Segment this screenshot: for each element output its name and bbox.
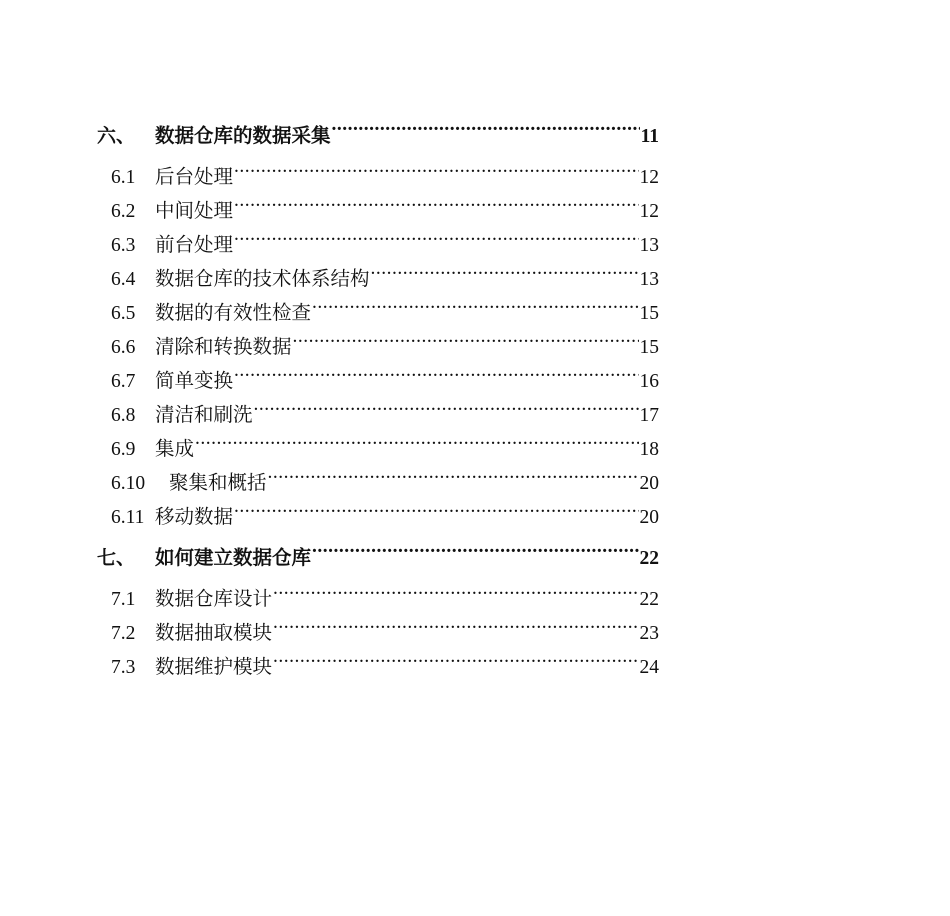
toc-entry-number: 6.3 — [111, 235, 136, 256]
toc-entry-title: 数据仓库设计 — [155, 587, 273, 610]
table-of-contents — [97, 118, 659, 684]
toc-entry-title: 前台处理 — [155, 233, 234, 256]
toc-entry-page: 12 — [639, 201, 659, 222]
toc-entry-page: 12 — [639, 167, 659, 188]
toc-entry-number: 6.7 — [111, 371, 136, 392]
toc-entry-page: 13 — [639, 269, 659, 290]
toc-entry-page: 20 — [639, 507, 659, 528]
toc-entry-number: 6.5 — [111, 303, 136, 324]
toc-entry-page: 17 — [639, 405, 659, 426]
toc-dot-leader — [273, 586, 638, 606]
toc-dot-leader — [234, 504, 638, 524]
toc-entry-title: 聚集和概括 — [169, 471, 267, 494]
toc-dot-leader — [332, 123, 640, 143]
toc-section-6-1[interactable] — [97, 160, 659, 194]
toc-entry-number: 六、 — [97, 125, 136, 147]
toc-section-6-3[interactable] — [97, 228, 659, 262]
toc-chapter-6[interactable] — [97, 118, 659, 160]
toc-entry-title: 数据抽取模块 — [155, 621, 273, 644]
toc-section-6-2[interactable] — [97, 194, 659, 228]
toc-section-7-2[interactable] — [97, 616, 659, 650]
toc-entry-page: 22 — [639, 589, 659, 610]
toc-entry-page: 16 — [639, 371, 659, 392]
toc-entry-title: 清除和转换数据 — [155, 335, 292, 358]
toc-entry-title: 数据的有效性检查 — [155, 301, 312, 324]
toc-entry-number: 6.6 — [111, 337, 136, 358]
toc-entry-page: 15 — [639, 337, 659, 358]
toc-dot-leader — [195, 436, 638, 456]
toc-entry-page: 18 — [639, 439, 659, 460]
toc-section-6-10[interactable] — [97, 466, 659, 500]
toc-section-6-5[interactable] — [97, 296, 659, 330]
toc-entry-title: 数据仓库的技术体系结构 — [155, 267, 370, 290]
toc-section-6-4[interactable] — [97, 262, 659, 296]
toc-entry-page: 15 — [639, 303, 659, 324]
toc-section-6-7[interactable] — [97, 364, 659, 398]
toc-dot-leader — [254, 402, 639, 422]
toc-entry-number: 6.4 — [111, 269, 136, 290]
toc-dot-leader — [234, 198, 638, 218]
toc-section-6-11[interactable] — [97, 500, 659, 534]
toc-entry-number: 7.3 — [111, 657, 136, 678]
toc-entry-title: 如何建立数据仓库 — [155, 546, 312, 569]
toc-dot-leader — [234, 164, 638, 184]
toc-entry-title: 移动数据 — [155, 505, 234, 528]
toc-entry-number: 6.8 — [111, 405, 136, 426]
toc-dot-leader — [312, 300, 638, 320]
toc-entry-number: 7.1 — [111, 589, 136, 610]
toc-dot-leader — [293, 334, 639, 354]
toc-entry-page: 23 — [639, 623, 659, 644]
toc-section-6-6[interactable] — [97, 330, 659, 364]
toc-entry-number: 6.9 — [111, 439, 136, 460]
toc-section-6-9[interactable] — [97, 432, 659, 466]
toc-dot-leader — [234, 368, 638, 388]
toc-entry-page: 11 — [640, 126, 659, 147]
toc-entry-page: 20 — [639, 473, 659, 494]
toc-entry-title: 清洁和刷洗 — [155, 403, 253, 426]
toc-entry-title: 后台处理 — [155, 165, 234, 188]
toc-entry-number: 6.2 — [111, 201, 136, 222]
toc-entry-number: 6.11 — [111, 507, 145, 528]
toc-entry-number: 七、 — [97, 547, 136, 569]
toc-chapter-7[interactable] — [97, 540, 659, 582]
toc-section-7-1[interactable] — [97, 582, 659, 616]
toc-entry-number: 6.10 — [111, 473, 146, 494]
toc-entry-title: 数据维护模块 — [155, 655, 273, 678]
toc-entry-title: 中间处理 — [155, 199, 234, 222]
toc-entry-page: 24 — [639, 657, 659, 678]
toc-dot-leader — [371, 266, 639, 286]
toc-dot-leader — [268, 470, 639, 490]
toc-dot-leader — [273, 620, 638, 640]
toc-entry-page: 22 — [639, 548, 659, 569]
toc-entry-title: 集成 — [155, 437, 195, 460]
toc-entry-number: 7.2 — [111, 623, 136, 644]
toc-entry-number: 6.1 — [111, 167, 136, 188]
toc-dot-leader — [273, 654, 638, 674]
toc-dot-leader — [234, 232, 638, 252]
toc-entry-page: 13 — [639, 235, 659, 256]
toc-section-7-3[interactable] — [97, 650, 659, 684]
toc-dot-leader — [312, 545, 638, 565]
toc-entry-title: 简单变换 — [155, 369, 234, 392]
toc-section-6-8[interactable] — [97, 398, 659, 432]
toc-entry-title: 数据仓库的数据采集 — [155, 124, 331, 147]
